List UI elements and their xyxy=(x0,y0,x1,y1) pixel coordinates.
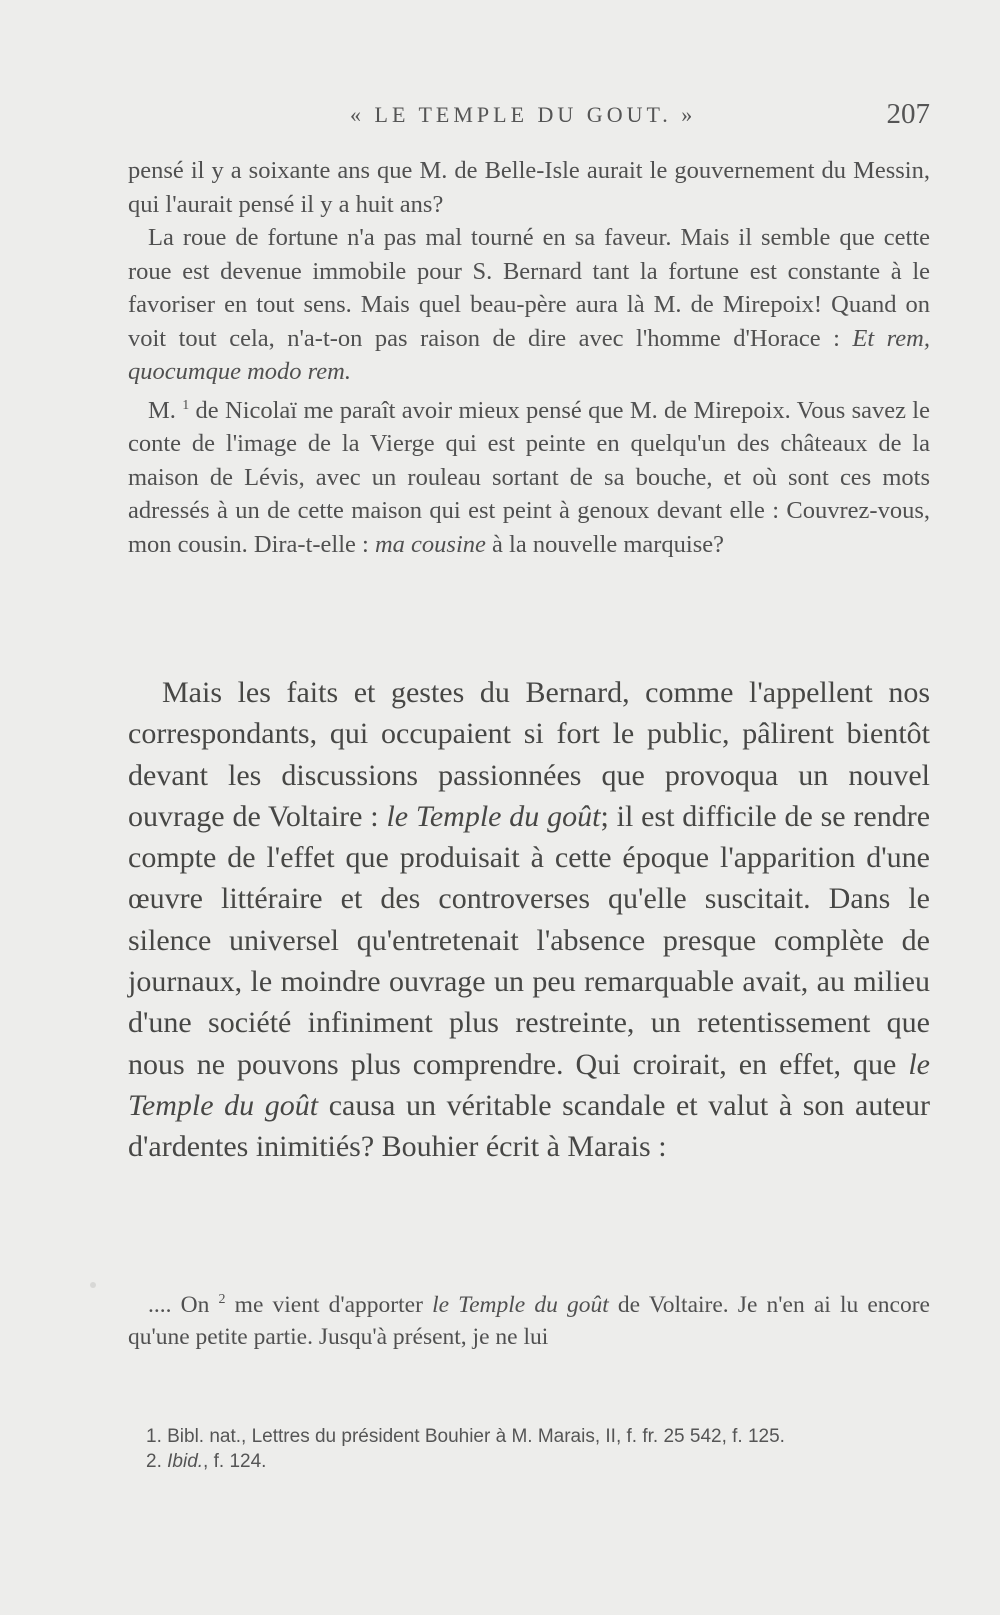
running-title: « LE TEMPLE DU GOUT. » xyxy=(350,102,697,127)
main-paragraph: Mais les faits et gestes du Bernard, comme l'appellent nos correspondants, qui occupaient si fort le public, pâlirent bientôt devant les discussions passionnées que provoqua un nouvel ouvrage de Voltaire : le Temple du goût; il est difficile de se rendre compte de l'effet que produisait à cette époque l'apparition d'une œuvre littéraire et des controverses qu'elle suscitait. Dans le silence universel qu'entretenait l'absence presque complète de journaux, le moindre ouvrage un peu remarquable avait, au milieu d'une société infiniment plus restreinte, un retentissement que nous ne pouvons plus comprendre. Qui croirait, en effet, que le Temple du goût causa un véritable scandale et valut à son auteur d'ardentes inimitiés? Bouhier écrit à Marais : xyxy=(128,676,931,1164)
letter-excerpt xyxy=(128,154,930,561)
paper-smudge xyxy=(90,1282,96,1288)
quoted-letter: .... On $^2$ me vient d'apporter le Temple du goût de Voltaire. Je n'en ai lu encore qu'une petite partie. Jusqu'à présent, je ne lui xyxy=(128,1291,930,1350)
letter-paragraph-1: pensé il y a soixante ans que M. de Belle-Isle aurait le gouvernement du Messin, qui l'aurait pensé il y a huit ans? xyxy=(128,157,930,218)
letter-paragraph-2: La roue de fortune n'a pas mal tourné en sa faveur. Mais il semble que cette roue est devenue immobile pour S. Bernard tant la fortune est constante à le favoriser en tout sens. Mais quel beau-père aura là M. de Mirepoix! Quand on voit tout cela, n'a-t-on pas raison de dire avec l'homme d'Horace : Et rem, quocumque modo rem. xyxy=(128,224,930,385)
title-italic-2: le Temple du goût xyxy=(128,1047,930,1122)
footnote-ref-2: 2 xyxy=(218,1292,226,1307)
footnote-2: 2. Ibid., f. 124. xyxy=(146,1450,267,1472)
ma-cousine-italic: ma cousine xyxy=(374,530,486,558)
footnotes xyxy=(128,1425,930,1474)
letter-paragraph-3: M. $^1$ de Nicolaï me paraît avoir mieux pensé que M. de Mirepoix. Vous savez le conte de l'image de la Vierge qui est peinte en quelqu'un des châteaux de la maison de Lévis, avec un rouleau sortant de sa bouche, et où sont ces mots adressés à un de cette maison qui est peint à genoux devant elle : Couvrez-vous, mon cousin. Dira-t-elle : ma cousine à la nouvelle marquise? xyxy=(128,396,930,558)
page-number: 207 xyxy=(886,98,930,130)
page-header xyxy=(128,98,930,134)
footnote-ref-1: 1 xyxy=(182,397,190,413)
horace-quote: Et rem, quocumque modo rem. xyxy=(128,324,930,385)
title-italic-1: le Temple du goût xyxy=(386,799,601,833)
quote-title-italic: le Temple du goût xyxy=(432,1291,609,1318)
footnote-1: 1. Bibl. nat., Lettres du président Bouhier à M. Marais, II, f. fr. 25 542, f. 125. xyxy=(146,1426,785,1447)
